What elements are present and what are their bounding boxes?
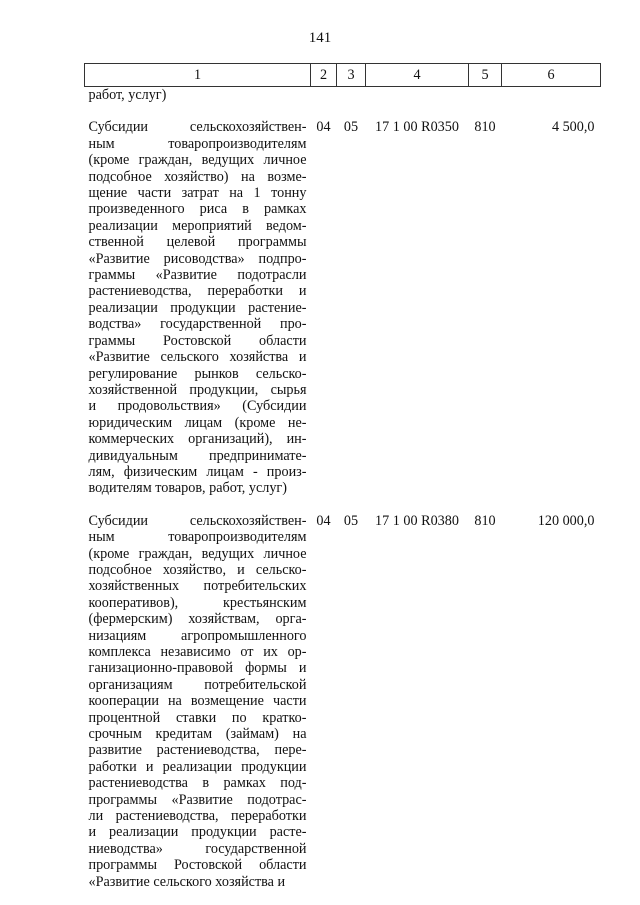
table-header: [85, 64, 601, 87]
description-line: хозяйственных потребительских: [88, 578, 307, 595]
description-line: Субсидии сельскохозяйствен-: [88, 119, 307, 136]
description-line: ным товаропроизводителям: [88, 135, 307, 152]
row-section-code: 04: [316, 119, 331, 136]
description-line: кооперации на возмещение части: [88, 693, 307, 710]
description-line: ниеводства» государственной: [88, 840, 307, 857]
description-line: (кроме граждан, ведущих личное: [88, 152, 307, 169]
row-expense-type-code: 810: [474, 119, 496, 136]
description-line: комплекса независимо от их ор-: [88, 644, 307, 660]
description-line: подсобное хозяйство) на возме-: [88, 168, 307, 185]
table-row: [85, 103, 601, 496]
description-line: произведенного риса в рамках: [88, 201, 307, 218]
row-expense-type-code: 810: [474, 512, 496, 529]
description-line: кооперативов), крестьянским: [88, 594, 307, 611]
description-line: «Развитие сельского хозяйства и: [88, 349, 307, 366]
page-number: 141: [308, 30, 332, 46]
row-section-code: 04: [316, 512, 331, 529]
header-col-3: 3: [337, 64, 366, 87]
description-line: и продовольствия» (Субсидии: [88, 398, 307, 415]
description-line: (фермерским) хозяйствам, орга-: [88, 611, 307, 628]
header-col-6: 6: [502, 64, 601, 87]
description-line: ли растениеводства, переработки: [88, 808, 307, 825]
row-amount: 4 500,0: [551, 119, 595, 136]
description-line: дивидуальным предпринимате-: [88, 447, 307, 464]
description-line: и реализации продукции расте-: [88, 824, 307, 841]
continuation-row: [85, 87, 601, 104]
row-amount: 120 000,0: [537, 512, 595, 529]
description-line: процентной ставки по кратко-: [88, 709, 307, 726]
description-line: лям, физическим лицам - произ-: [88, 463, 307, 480]
description-line: регулирование рынков сельско-: [88, 365, 307, 382]
description-line: ганизационно-правовой формы и: [88, 660, 307, 677]
description-line: растениеводства в рамках под-: [88, 775, 307, 792]
description-line: водства» государственной про-: [88, 316, 307, 333]
description-line: растениеводства, переработки и: [88, 283, 307, 300]
description-line: хозяйственной продукции, сырья: [88, 381, 307, 398]
description-line: щение части затрат на 1 тонну: [88, 185, 307, 202]
description-line: реализации продукции растение-: [88, 299, 307, 316]
header-col-1: 1: [85, 64, 311, 87]
row-target-article-code: 17 1 00 R0350: [375, 119, 459, 136]
description-line: «Развитие рисоводства» подпро-: [88, 250, 307, 267]
description-line: развитие растениеводства, пере-: [88, 742, 307, 759]
description-line: юридическим лицам (кроме не-: [88, 414, 307, 431]
description-line: ным товаропроизводителям: [88, 529, 307, 546]
description-line: (кроме граждан, ведущих личное: [88, 545, 307, 562]
description-line: водителям товаров, работ, услуг): [88, 480, 287, 497]
description-line: коммерческих организаций), ин-: [88, 431, 307, 448]
description-line: низациям агропромышленного: [88, 627, 307, 644]
description-line: реализации мероприятий ведом-: [88, 217, 307, 234]
description-line: срочным кредитам (займам) на: [88, 726, 307, 743]
budget-table: [84, 63, 601, 890]
header-col-2: 2: [311, 64, 337, 87]
row-subsection-code: 05: [343, 512, 359, 529]
description-line: работки и реализации продукции: [88, 758, 307, 775]
row-description: [85, 103, 311, 496]
table-row: [85, 497, 601, 890]
row-description: [85, 497, 311, 890]
row-target-article-code: 17 1 00 R0380: [375, 512, 459, 529]
description-line: «Развитие сельского хозяйства и: [88, 873, 286, 890]
header-col-4: 4: [366, 64, 469, 87]
description-line: граммы «Развитие подотрасли: [88, 267, 307, 284]
description-line: программы «Развитие подотрас-: [88, 791, 307, 808]
description-line: Субсидии сельскохозяйствен-: [88, 512, 307, 529]
continuation-text: работ, услуг): [88, 87, 167, 103]
header-col-5: 5: [469, 64, 502, 87]
description-line: ственной целевой программы: [88, 234, 307, 251]
description-line: программы Ростовской области: [88, 857, 307, 874]
description-line: организациям потребительской: [88, 676, 307, 693]
description-line: подсобное хозяйство, и сельско-: [88, 561, 307, 578]
row-subsection-code: 05: [343, 119, 359, 136]
description-line: граммы Ростовской области: [88, 332, 307, 349]
